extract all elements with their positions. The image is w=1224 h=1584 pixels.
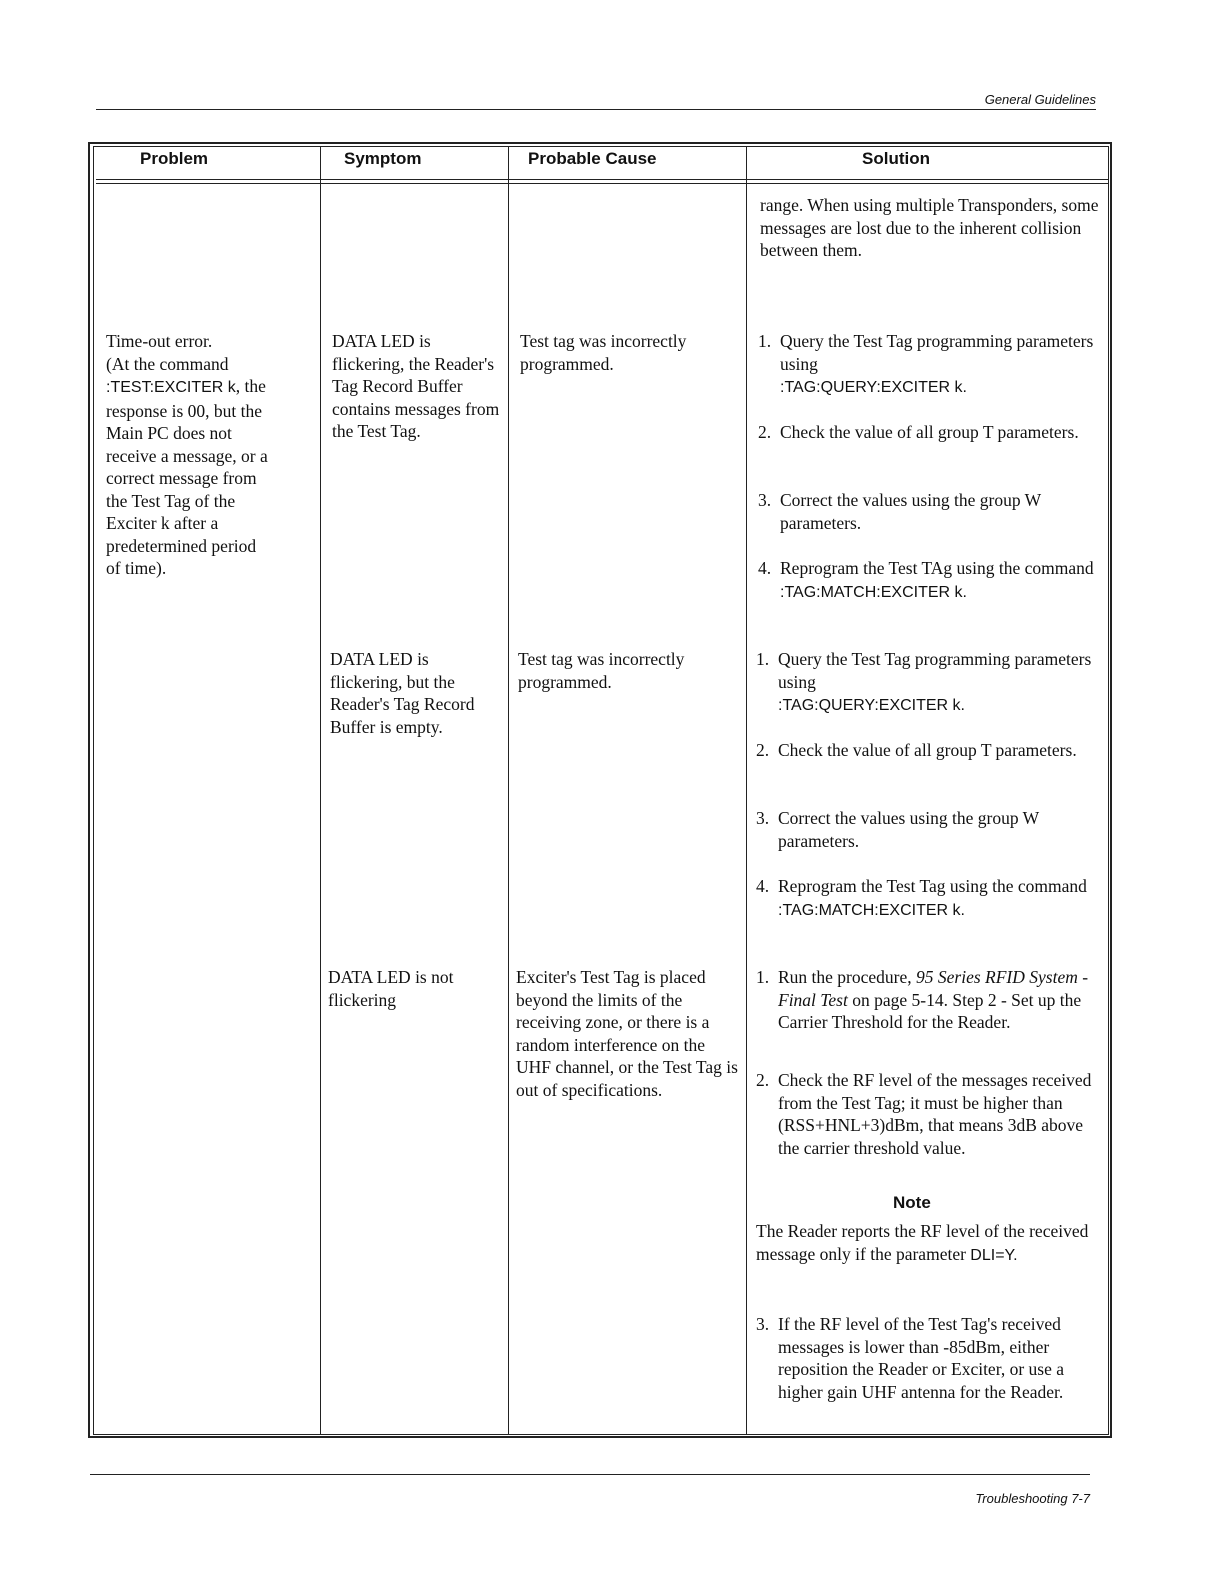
step-command: :TAG:MATCH:EXCITER k. [780, 583, 967, 601]
solution-step [756, 875, 1101, 922]
problem-line: Time-out error. [106, 331, 213, 351]
step-text: Reprogram the Test TAg using the command [780, 558, 1094, 578]
solution-step [756, 1069, 1096, 1159]
problem-command: :TEST:EXCITER k [106, 379, 236, 396]
step-number: 1. [756, 649, 770, 669]
continued-solution-text: range. When using multiple Transponders, some messages are lost due to the inherent collision between them. [760, 195, 1099, 260]
column-header-problem: Problem [140, 149, 209, 168]
step-command: :TAG:MATCH:EXCITER k. [778, 901, 965, 919]
column-header-symptom: Symptom [344, 149, 422, 168]
note-body: The Reader reports the RF level of the received message only if the parameter [756, 1221, 1089, 1264]
problem-line: the Test Tag of the [106, 490, 236, 511]
step-number: 2. [756, 740, 770, 760]
note-parameter: DLI=Y. [970, 1246, 1018, 1264]
step-text: on page 5-14. Step 2 - Set up the Carrier Threshold for the Reader. [778, 989, 1082, 1032]
problem-line: predetermined period [106, 535, 257, 556]
header-rule-lower [96, 183, 1108, 184]
step-reference: 95 Series RFID System - Final Test [778, 967, 1089, 1010]
step-command: :TAG:QUERY:EXCITER k. [780, 379, 967, 396]
section-title: General Guidelines [984, 92, 1096, 107]
problem-cell [106, 330, 316, 580]
symptom-cell: DATA LED is flickering, the Reader's Tag Record Buffer contains messages from the Test Tag. [332, 331, 500, 441]
step-text: Check the value of all group T parameters. [778, 740, 1077, 760]
solution-step [756, 1313, 1096, 1403]
step-text: Run the procedure, [778, 967, 917, 987]
problem-line: Exciter k after a [106, 513, 219, 533]
note-text [756, 1220, 1098, 1267]
solution-step [758, 557, 1103, 604]
step-text: Correct the values using the group W parameters. [780, 490, 1041, 533]
problem-line: Main PC does not [106, 423, 232, 443]
solution-step [756, 966, 1096, 1034]
step-text: If the RF level of the Test Tag's received messages is lower than -85dBm, either reposition the Reader or Exciter, or use a higher gain UHF antenna for the Reader. [778, 1314, 1064, 1402]
problem-line: correct message from [106, 468, 257, 488]
solution-step [756, 807, 1096, 852]
problem-line: of time). [106, 558, 167, 578]
step-number: 2. [758, 422, 772, 442]
step-number: 3. [758, 490, 772, 510]
cause-cell: Test tag was incorrectly programmed. [518, 649, 685, 692]
problem-line-tail: , the [235, 376, 266, 396]
problem-line [106, 375, 316, 400]
problem-line: response is 00, but the [106, 400, 263, 421]
note-label: Note [893, 1193, 931, 1212]
step-number: 4. [756, 876, 770, 896]
symptom-cell: DATA LED is not flickering [328, 967, 454, 1010]
column-divider [320, 147, 321, 1434]
problem-line: (At the command [106, 353, 229, 374]
step-number: 3. [756, 1314, 770, 1334]
step-text: Reprogram the Test Tag using the command [778, 876, 1087, 896]
step-number: 1. [756, 967, 770, 987]
column-divider [508, 147, 509, 1434]
step-text: Query the Test Tag programming parameters using [778, 649, 1092, 692]
symptom-cell: DATA LED is flickering, but the Reader's Tag Record Buffer is empty. [330, 649, 475, 737]
step-number: 4. [758, 558, 772, 578]
cause-cell: Exciter's Test Tag is placed beyond the limits of the receiving zone, or there is a random interference on the UHF channel, or the Test Tag is out of specifications. [516, 967, 738, 1100]
step-text: Check the RF level of the messages received from the Test Tag; it must be higher than (RSS+HNL+3)dBm, that means 3dB above the carrier threshold value. [778, 1070, 1092, 1158]
step-command: :TAG:QUERY:EXCITER k. [778, 697, 965, 714]
page-number: Troubleshooting 7-7 [975, 1491, 1090, 1506]
header-rule-upper [96, 179, 1108, 180]
solution-step [758, 421, 1098, 444]
column-divider [746, 147, 747, 1434]
solution-step [758, 330, 1098, 400]
step-number: 3. [756, 808, 770, 828]
problem-line: receive a message, or a [106, 445, 268, 466]
step-text: Check the value of all group T parameters. [780, 422, 1079, 442]
column-header-probable-cause: Probable Cause [528, 149, 657, 168]
step-number: 1. [758, 331, 772, 351]
header-rule [96, 109, 1096, 110]
solution-step [756, 648, 1096, 718]
cause-cell: Test tag was incorrectly programmed. [520, 331, 687, 374]
step-text: Query the Test Tag programming parameters using [780, 331, 1094, 374]
column-header-solution: Solution [862, 149, 930, 168]
solution-step [758, 489, 1098, 534]
step-text: Correct the values using the group W parameters. [778, 808, 1039, 851]
step-number: 2. [756, 1070, 770, 1090]
solution-step [756, 739, 1096, 762]
footer-rule [90, 1474, 1090, 1475]
